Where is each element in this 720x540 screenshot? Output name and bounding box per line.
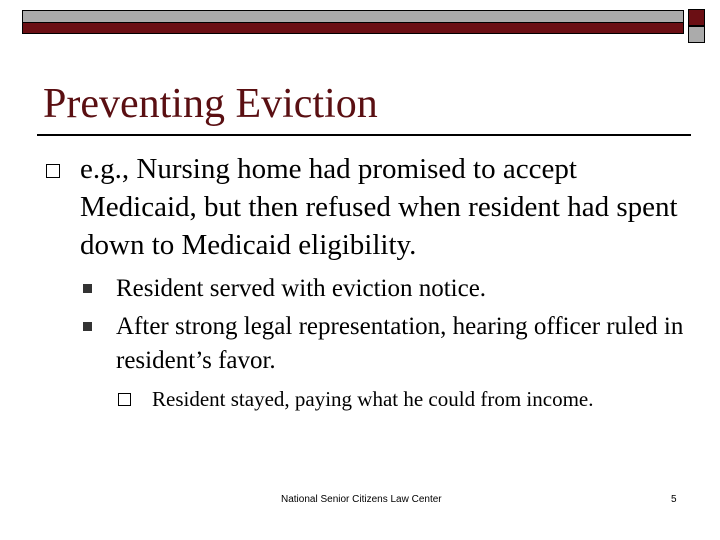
solid-square-bullet-icon [83, 322, 92, 331]
page-number: 5 [671, 494, 677, 505]
header-corner-square-gray [688, 26, 705, 43]
title-underline [37, 134, 691, 136]
header-accent-stripe [23, 22, 683, 33]
bullet-level2-item-1: Resident served with eviction notice. [116, 275, 487, 302]
header-decorative-bar [22, 10, 684, 34]
bullet-level2-item-2: After strong legal representation, hearing officer ruled in resident’s favor. [116, 313, 684, 374]
bullet-level1-text: e.g., Nursing home had promised to accept Medicaid, but then refused when resident had spent down to Medicaid eligibility. [80, 153, 678, 261]
footer-organization: National Senior Citizens Law Center [281, 494, 442, 505]
solid-square-bullet-icon [83, 284, 92, 293]
header-corner-square-dark [688, 9, 705, 26]
hollow-square-bullet-icon [46, 164, 60, 178]
slide-title: Preventing Eviction [43, 81, 378, 127]
bullet-level3-text: Resident stayed, paying what he could from income. [152, 387, 594, 411]
hollow-square-bullet-icon [118, 393, 131, 406]
